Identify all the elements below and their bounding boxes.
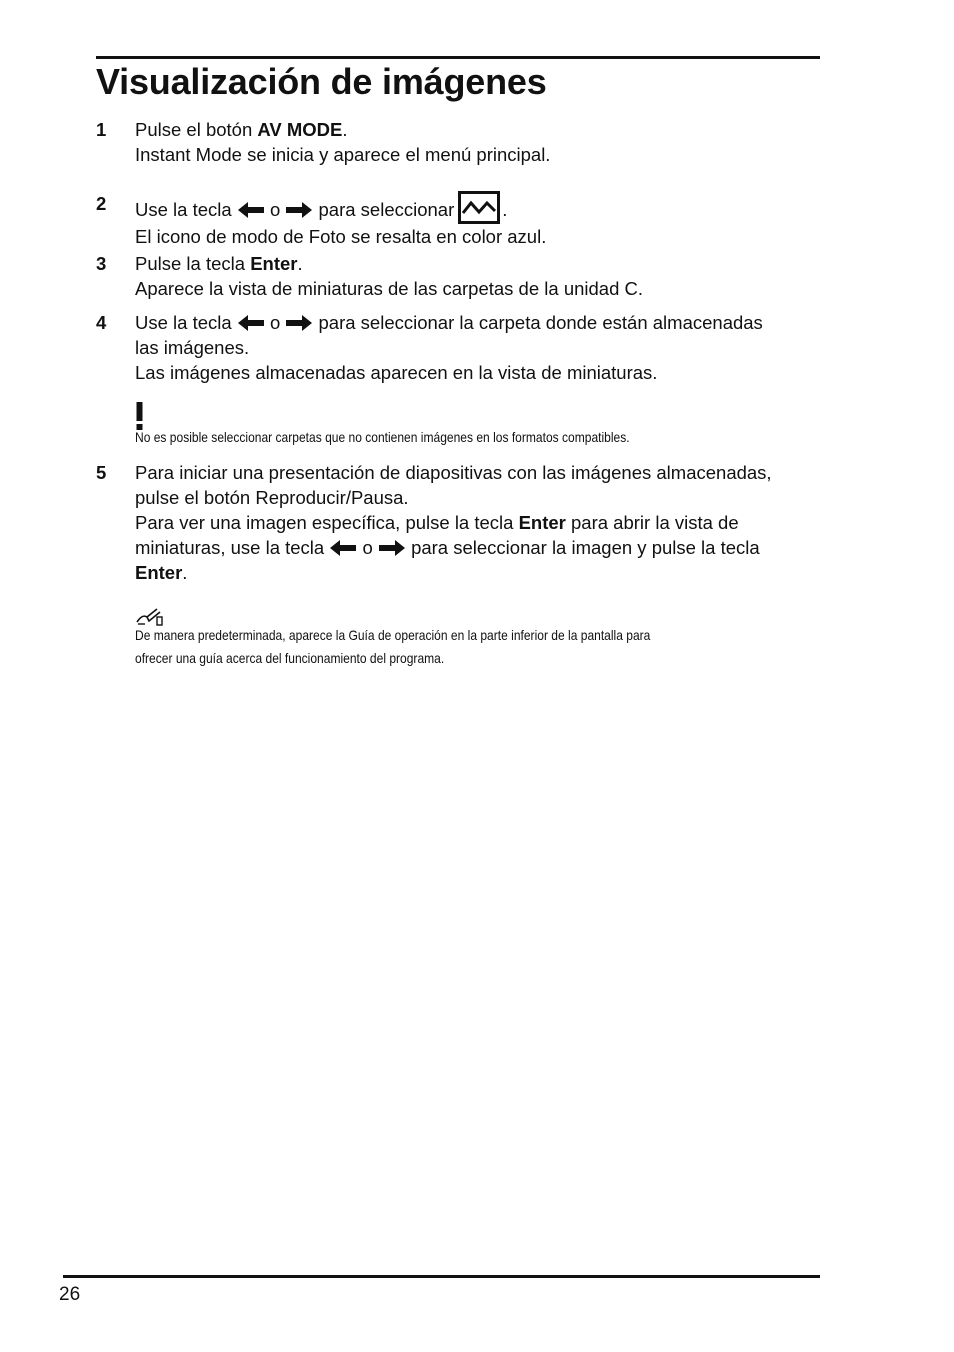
enter-key-label: Enter: [135, 562, 183, 583]
step-line: Instant Mode se inicia y aparece el menú principal.: [135, 144, 551, 165]
step-line: [135, 310, 820, 335]
step-text: para abrir la vista de: [565, 512, 739, 533]
right-arrow-icon: [286, 315, 312, 331]
step-number: 2: [96, 193, 107, 214]
step-2: [96, 191, 820, 249]
av-mode-label: AV MODE: [257, 119, 343, 140]
step-text: Use la tecla: [135, 199, 232, 220]
step-line: El icono de modo de Foto se resalta en color azul.: [135, 226, 547, 247]
step-text: para seleccionar la carpeta donde están almacenadas: [318, 312, 763, 333]
left-arrow-icon: [238, 202, 264, 218]
step-text: Pulse el botón: [135, 119, 258, 140]
step-body: [135, 310, 820, 385]
step-text: o: [269, 312, 281, 333]
step-body: [135, 191, 820, 249]
step-text: .: [182, 562, 188, 583]
bottom-rule: [63, 1275, 820, 1278]
step-text: Use la tecla: [135, 312, 232, 333]
step-body: [135, 117, 820, 167]
step-line: [135, 251, 820, 276]
step-5: [96, 460, 820, 585]
step-text: para seleccionar: [318, 199, 455, 220]
enter-key-label: Enter: [250, 253, 298, 274]
step-line: pulse el botón Reproducir/Pausa.: [135, 487, 409, 508]
tip-text: [135, 647, 825, 670]
step-text: o: [269, 199, 281, 220]
warning-note: [135, 402, 825, 449]
step-line: Para iniciar una presentación de diapositivas con las imágenes almacenadas,: [135, 462, 772, 483]
step-line: [135, 117, 820, 142]
step-1: [96, 117, 820, 167]
top-rule: [96, 56, 820, 59]
step-3: [96, 251, 820, 301]
step-line: [135, 191, 820, 224]
step-text: .: [502, 199, 508, 220]
left-arrow-icon: [330, 540, 356, 556]
writing-hand-icon: [135, 606, 165, 626]
photo-mode-icon: [458, 191, 500, 224]
step-body: [135, 251, 820, 301]
step-text: Para ver una imagen específica, pulse la tecla: [135, 512, 519, 533]
page-number: 26: [59, 1284, 81, 1305]
step-line: [135, 535, 820, 560]
step-number: 1: [96, 119, 107, 140]
step-text: .: [342, 119, 348, 140]
note-text: No es posible seleccionar carpetas que no contienen imágenes en los formatos compatibles.: [135, 429, 630, 445]
step-line: [135, 510, 820, 535]
step-body: [135, 460, 820, 585]
left-arrow-icon: [238, 315, 264, 331]
step-text: .: [297, 253, 303, 274]
tip-note: [135, 606, 825, 670]
note-text: ofrecer una guía acerca del funcionamiento del programa.: [135, 650, 445, 666]
note-text: De manera predeterminada, aparece la Guía de operación en la parte inferior de la pantalla para: [135, 627, 651, 643]
step-text: o: [362, 537, 373, 558]
step-number: 4: [96, 312, 107, 333]
step-number: 3: [96, 253, 107, 274]
step-text: miniaturas, use la tecla: [135, 537, 325, 558]
step-text: Pulse la tecla: [135, 253, 251, 274]
right-arrow-icon: [379, 540, 405, 556]
page-title: Visualización de imágenes: [96, 61, 547, 102]
step-line: las imágenes.: [135, 337, 250, 358]
warning-text: [135, 426, 825, 449]
step-line: [135, 560, 820, 585]
step-line: Las imágenes almacenadas aparecen en la vista de miniaturas.: [135, 362, 658, 383]
step-number: 5: [96, 462, 107, 483]
step-text: para seleccionar la imagen y pulse la tecla: [411, 537, 760, 558]
step-line: Aparece la vista de miniaturas de las carpetas de la unidad C.: [135, 278, 644, 299]
right-arrow-icon: [286, 202, 312, 218]
tip-text: [135, 624, 825, 647]
enter-key-label: Enter: [518, 512, 566, 533]
step-4: [96, 310, 820, 385]
